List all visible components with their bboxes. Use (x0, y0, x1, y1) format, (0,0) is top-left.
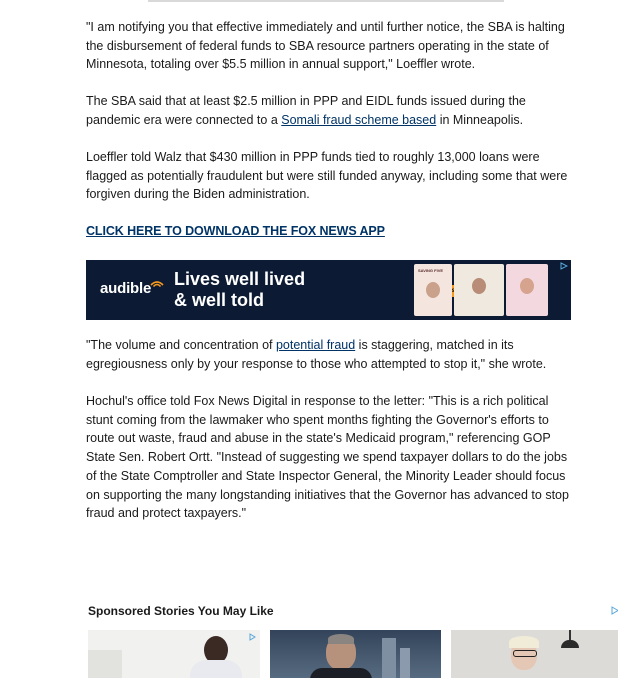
story-3-portrait-hair (509, 636, 539, 648)
ad-headline-line-2: & well told (174, 290, 264, 310)
story-3-glasses (513, 650, 537, 657)
sponsored-story-card-3[interactable] (451, 630, 618, 678)
potential-fraud-link[interactable]: potential fraud (275, 338, 356, 352)
download-app-link[interactable]: CLICK HERE TO DOWNLOAD THE FOX NEWS APP (86, 224, 385, 238)
story-3-lamp-cord (569, 630, 571, 640)
story-1-portrait-body (190, 660, 242, 678)
paragraph-3: Loeffler told Walz that $430 million in PPP funds tied to roughly 13,000 loans were flagged as potentially fraudulent but were still funded anyway, including some that were forgiven during the Biden administration. (86, 150, 568, 202)
ad-book-cover-1-caption: SAVING FIVE (418, 268, 444, 273)
audible-logo: audible (100, 280, 152, 297)
ad-headline-line-1: Lives well lived (174, 269, 306, 289)
story-2-portrait-hair (328, 634, 354, 644)
ad-book-cover-1-portrait (426, 282, 440, 298)
adchoices-icon[interactable] (249, 633, 256, 641)
sponsored-stories-heading: Sponsored Stories You May Like (88, 604, 274, 618)
story-1-furniture (88, 650, 122, 678)
paragraph-2-text-end: in Minneapolis. (436, 112, 524, 127)
adchoices-icon[interactable] (611, 606, 618, 615)
audible-ad-banner[interactable] (86, 260, 571, 320)
ad-headline (174, 269, 305, 311)
paragraph-4 (86, 336, 571, 373)
ad-book-cover-2-portrait (472, 278, 486, 294)
story-2-portrait-suit (310, 668, 372, 678)
paragraph-2-text-start: The SBA said that at least $2.5 million in PPP and EIDL funds issued during the pandemic era were connected to a (86, 94, 526, 127)
story-2-skyline-2 (400, 648, 410, 678)
ad-book-cover-1 (414, 264, 452, 316)
top-divider (148, 0, 504, 2)
paragraph-1: "I am notifying you that effective immediately and until further notice, the SBA is halting the disbursement of federal funds to SBA resource partners operating in the state of Minnesota, totaling over $5.5 million in annual support," Loeffler wrote. (86, 20, 565, 72)
story-3-lamp (561, 640, 579, 648)
adchoices-icon[interactable] (560, 262, 568, 270)
paragraph-2 (86, 92, 571, 129)
sponsored-story-card-1[interactable] (88, 630, 260, 678)
ad-book-cover-2 (454, 264, 504, 316)
story-2-skyline (382, 638, 396, 678)
paragraph-5: Hochul's office told Fox News Digital in response to the letter: "This is a rich political stunt coming from the lawmaker who spent months fighting the Governor's efforts to route out waste, fraud and abuse in the state's Medicaid program," referencing GOP State Sen. Robert Ortt. "Instead of suggesting we spend taxpayer dollars to do the jobs of the State Comptroller and State Inspector General, the Minority Leader should focus on supporting the many longstanding initiatives that the Governor has advanced to stop fraud and protect taxpayers." (86, 394, 569, 521)
somali-fraud-link[interactable]: Somali fraud scheme based (281, 112, 437, 127)
paragraph-4-text-start: "The volume and concentration of (86, 338, 276, 352)
sponsored-story-card-2[interactable] (270, 630, 441, 678)
audible-waves-icon (150, 278, 164, 288)
ad-book-cover-3-portrait (520, 278, 534, 294)
ad-book-cover-3 (506, 264, 548, 316)
paragraph-4-text-end: is staggering, matched in its egregiousness only by your response to those who attempted to stop it," she wrote. (86, 338, 547, 371)
